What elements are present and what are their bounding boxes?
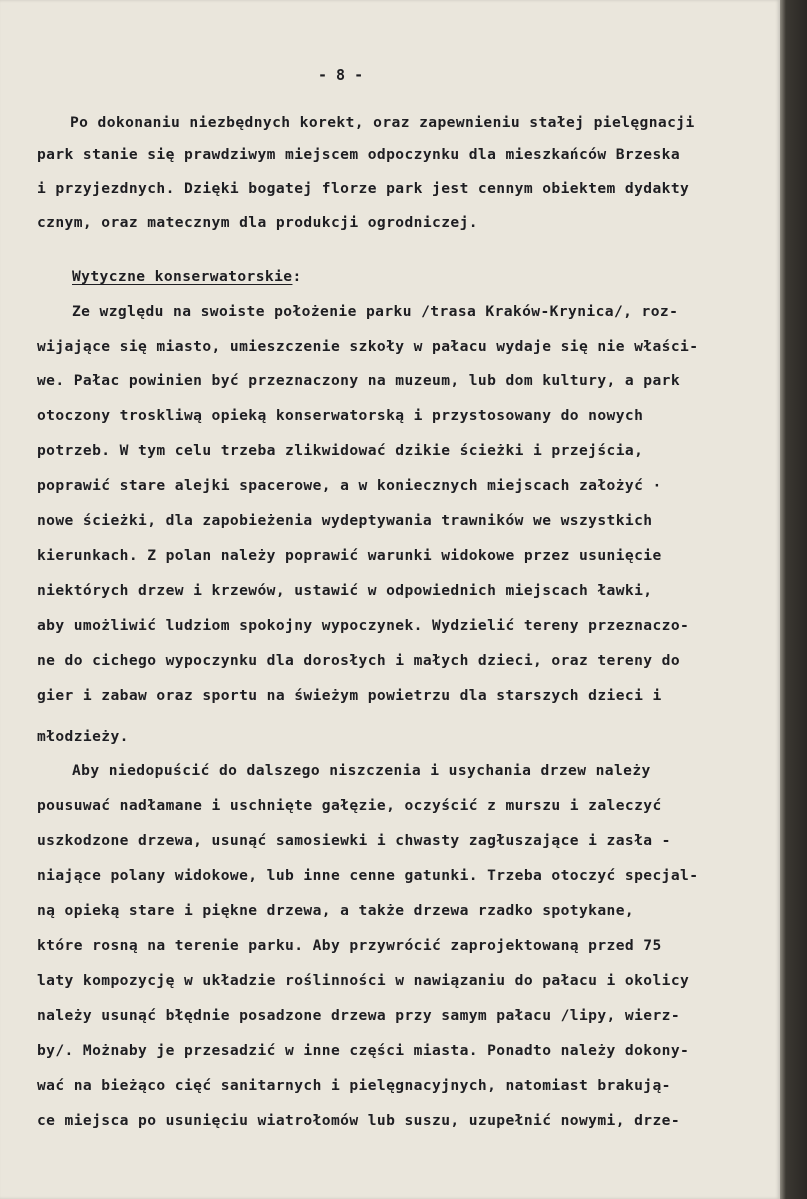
paragraph2-line: aby umożliwić ludziom spokojny wypoczynek. Wydzielić tereny przeznaczo-	[37, 617, 690, 634]
paragraph3-line: laty kompozycję w układzie roślinności w nawiązaniu do pałacu i okolicy	[37, 972, 690, 989]
paragraph3-line: wać na bieżąco cięć sanitarnych i pielęgnacyjnych, natomiast brakują-	[37, 1077, 671, 1094]
section-heading-text: Wytyczne konserwatorskie	[72, 268, 293, 285]
paragraph2-line: niektórych drzew i krzewów, ustawić w odpowiednich miejscach ławki,	[37, 582, 653, 599]
paragraph2-line: ne do cichego wypoczynku dla dorosłych i małych dzieci, oraz tereny do	[37, 652, 681, 669]
paragraph3-line: uszkodzone drzewa, usunąć samosiewki i chwasty zagłuszające i zasła -	[37, 832, 671, 849]
paragraph2-line: poprawić stare alejki spacerowe, a w koniecznych miejscach założyć ·	[37, 477, 662, 494]
paragraph1-line: i przyjezdnych. Dzięki bogatej florze park jest cennym obiektem dydakty	[37, 180, 690, 197]
paragraph2-line: kierunkach. Z polan należy poprawić warunki widokowe przez usunięcie	[37, 547, 662, 564]
paragraph2-line: gier i zabaw oraz sportu na świeżym powietrzu dla starszych dzieci i	[37, 687, 662, 704]
paragraph2-line: młodzieży.	[37, 728, 129, 745]
paragraph2-line: we. Pałac powinien być przeznaczony na muzeum, lub dom kultury, a park	[37, 372, 681, 389]
paragraph3-line: które rosną na terenie parku. Aby przywrócić zaprojektowaną przed 75	[37, 937, 662, 954]
paragraph3-line: niające polany widokowe, lub inne cenne gatunki. Trzeba otoczyć specjal-	[37, 867, 699, 884]
paragraph1-line: park stanie się prawdziwym miejscem odpoczynku dla mieszkańców Brzeska	[37, 146, 681, 163]
paragraph3-line: Aby niedopuścić do dalszego niszczenia i usychania drzew należy	[72, 762, 651, 779]
page-number: - 8 -	[318, 66, 364, 84]
paragraph3-line: ce miejsca po usunięciu wiatrołomów lub suszu, uzupełnić nowymi, drze-	[37, 1112, 681, 1129]
paragraph3-line: należy usunąć błędnie posadzone drzewa przy samym pałacu /lipy, wierz-	[37, 1007, 681, 1024]
paragraph2-line: nowe ścieżki, dla zapobieżenia wydeptywania trawników we wszystkich	[37, 512, 653, 529]
paragraph2-line: Ze względu na swoiste położenie parku /trasa Kraków-Krynica/, roz-	[72, 303, 679, 320]
paragraph3-line: by/. Możnaby je przesadzić w inne części miasta. Ponadto należy dokony-	[37, 1042, 690, 1059]
paragraph1-line: cznym, oraz matecznym dla produkcji ogrodniczej.	[37, 214, 478, 231]
paragraph3-line: ną opieką stare i piękne drzewa, a także drzewa rzadko spotykane,	[37, 902, 635, 919]
paragraph3-line: pousuwać nadłamane i uschnięte gałęzie, oczyścić z murszu i zaleczyć	[37, 797, 662, 814]
section-heading-colon: :	[292, 268, 302, 285]
section-heading	[72, 268, 302, 286]
paragraph2-line: potrzeb. W tym celu trzeba zlikwidować dzikie ścieżki i przejścia,	[37, 442, 644, 459]
paragraph2-line: wijające się miasto, umieszczenie szkoły w pałacu wydaje się nie właści-	[37, 338, 699, 355]
scan-border	[780, 0, 807, 1199]
paragraph1-line: Po dokonaniu niezbędnych korekt, oraz zapewnieniu stałej pielęgnacji	[70, 114, 695, 131]
paragraph2-line: otoczony troskliwą opieką konserwatorską i przystosowany do nowych	[37, 407, 644, 424]
